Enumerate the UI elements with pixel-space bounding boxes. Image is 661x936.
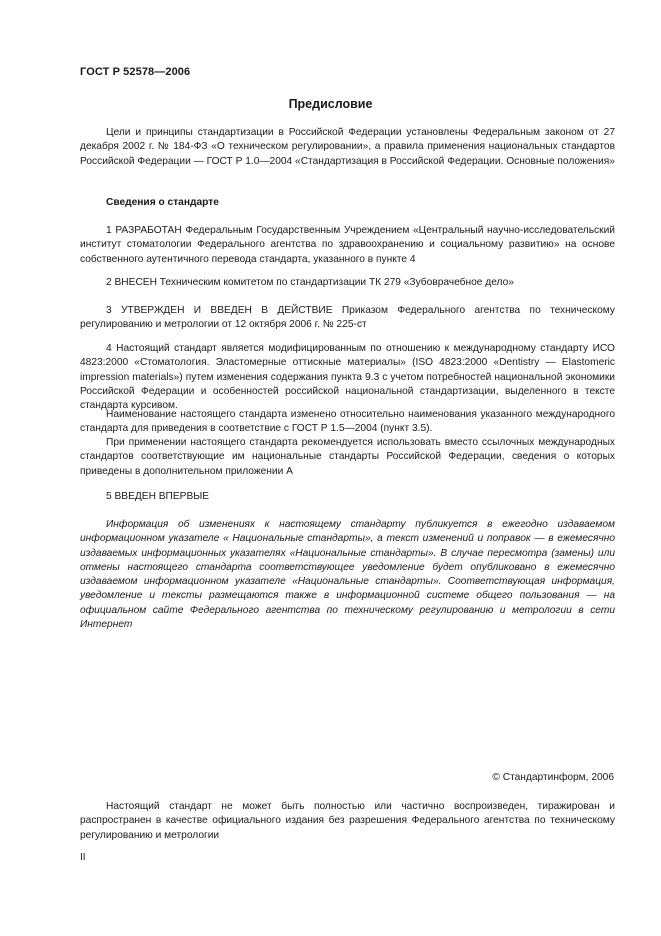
copyright-notice: © Стандартинформ, 2006	[492, 772, 614, 783]
reproduction-notice: Настоящий стандарт не может быть полностью или частично воспроизведен, тиражирован и распространен в качестве официального издания без разрешения Федерального агентства по техническому регулированию и метрологии	[80, 801, 615, 841]
item-2-submitted: 2 ВНЕСЕН Техническим комитетом по стандартизации ТК 279 «Зубоврачебное дело»	[106, 277, 514, 288]
item-4-modified: 4 Настоящий стандарт является модифицированным по отношению к международному стандарту ИСО 4823:2000 «Стоматология. Эластомерные оттискные материалы» (ISO 4823:2000 «Dentistry — Elastomeric impression materials») путем изменения содержания пункта 9.3 с учетом потребностей национальной экономики Российской Федерации и особенностей российской национальной стандартизации, выделенного в тексте стандарта курсивом.	[80, 343, 615, 412]
section-subheading: Сведения о стандарте	[106, 197, 219, 208]
page-number: II	[80, 852, 86, 863]
page-title: Предисловие	[288, 97, 373, 111]
intro-paragraph: Цели и принципы стандартизации в Российской Федерации установлены Федеральным законом от 27 декабря 2002 г. № 184-ФЗ «О техническом регулировании», а правила применения национальных стандартов Российской Федерации — ГОСТ Р 1.0—2004 «Стандартизация в Российской Федерации. Основные положения»	[80, 127, 615, 167]
item-4-references: При применении настоящего стандарта рекомендуется использовать вместо ссылочных международных стандартов соответствующие им национальные стандарты Российской Федерации, сведения о которых приведены в дополнительном приложении А	[80, 437, 615, 477]
item-3-approved: 3 УТВЕРЖДЕН И ВВЕДЕН В ДЕЙСТВИЕ Приказом Федерального агентства по техническому регулированию и метрологии от 12 октября 2006 г. № 225-ст	[80, 305, 615, 331]
item-4-name-change: Наименование настоящего стандарта изменено относительно наименования указанного международного стандарта для приведения в соответствие с ГОСТ Р 1.5—2004 (пункт 3.5).	[80, 409, 615, 435]
item-1-developed: 1 РАЗРАБОТАН Федеральным Государственным Учреждением «Центральный научно-исследовательский институт стоматологии Федерального агентства по здравоохранению и социальному развитию» на основе собственного аутентичного перевода стандарта, указанного в пункте 4	[80, 225, 615, 265]
standard-header: ГОСТ Р 52578—2006	[80, 66, 191, 78]
info-notice: Информация об изменениях к настоящему стандарту публикуется в ежегодно издаваемом информационном указателе « Национальные стандарты», а текст изменений и поправок — в ежемесячно издаваемых информационных указателях «Национальные стандарты». В случае пересмотра (замены) или отмены настоящего стандарта соответствующее уведомление будет опубликовано в ежемесячно издаваемом информационном указателе «Национальные стандарты». Соответствующая информация, уведомление и тексты размещаются также в информационной системе общего пользования — на официальном сайте Федерального агентства по техническому регулированию и метрологии в сети Интернет	[80, 519, 615, 631]
item-5-introduced: 5 ВВЕДЕН ВПЕРВЫЕ	[106, 491, 210, 502]
